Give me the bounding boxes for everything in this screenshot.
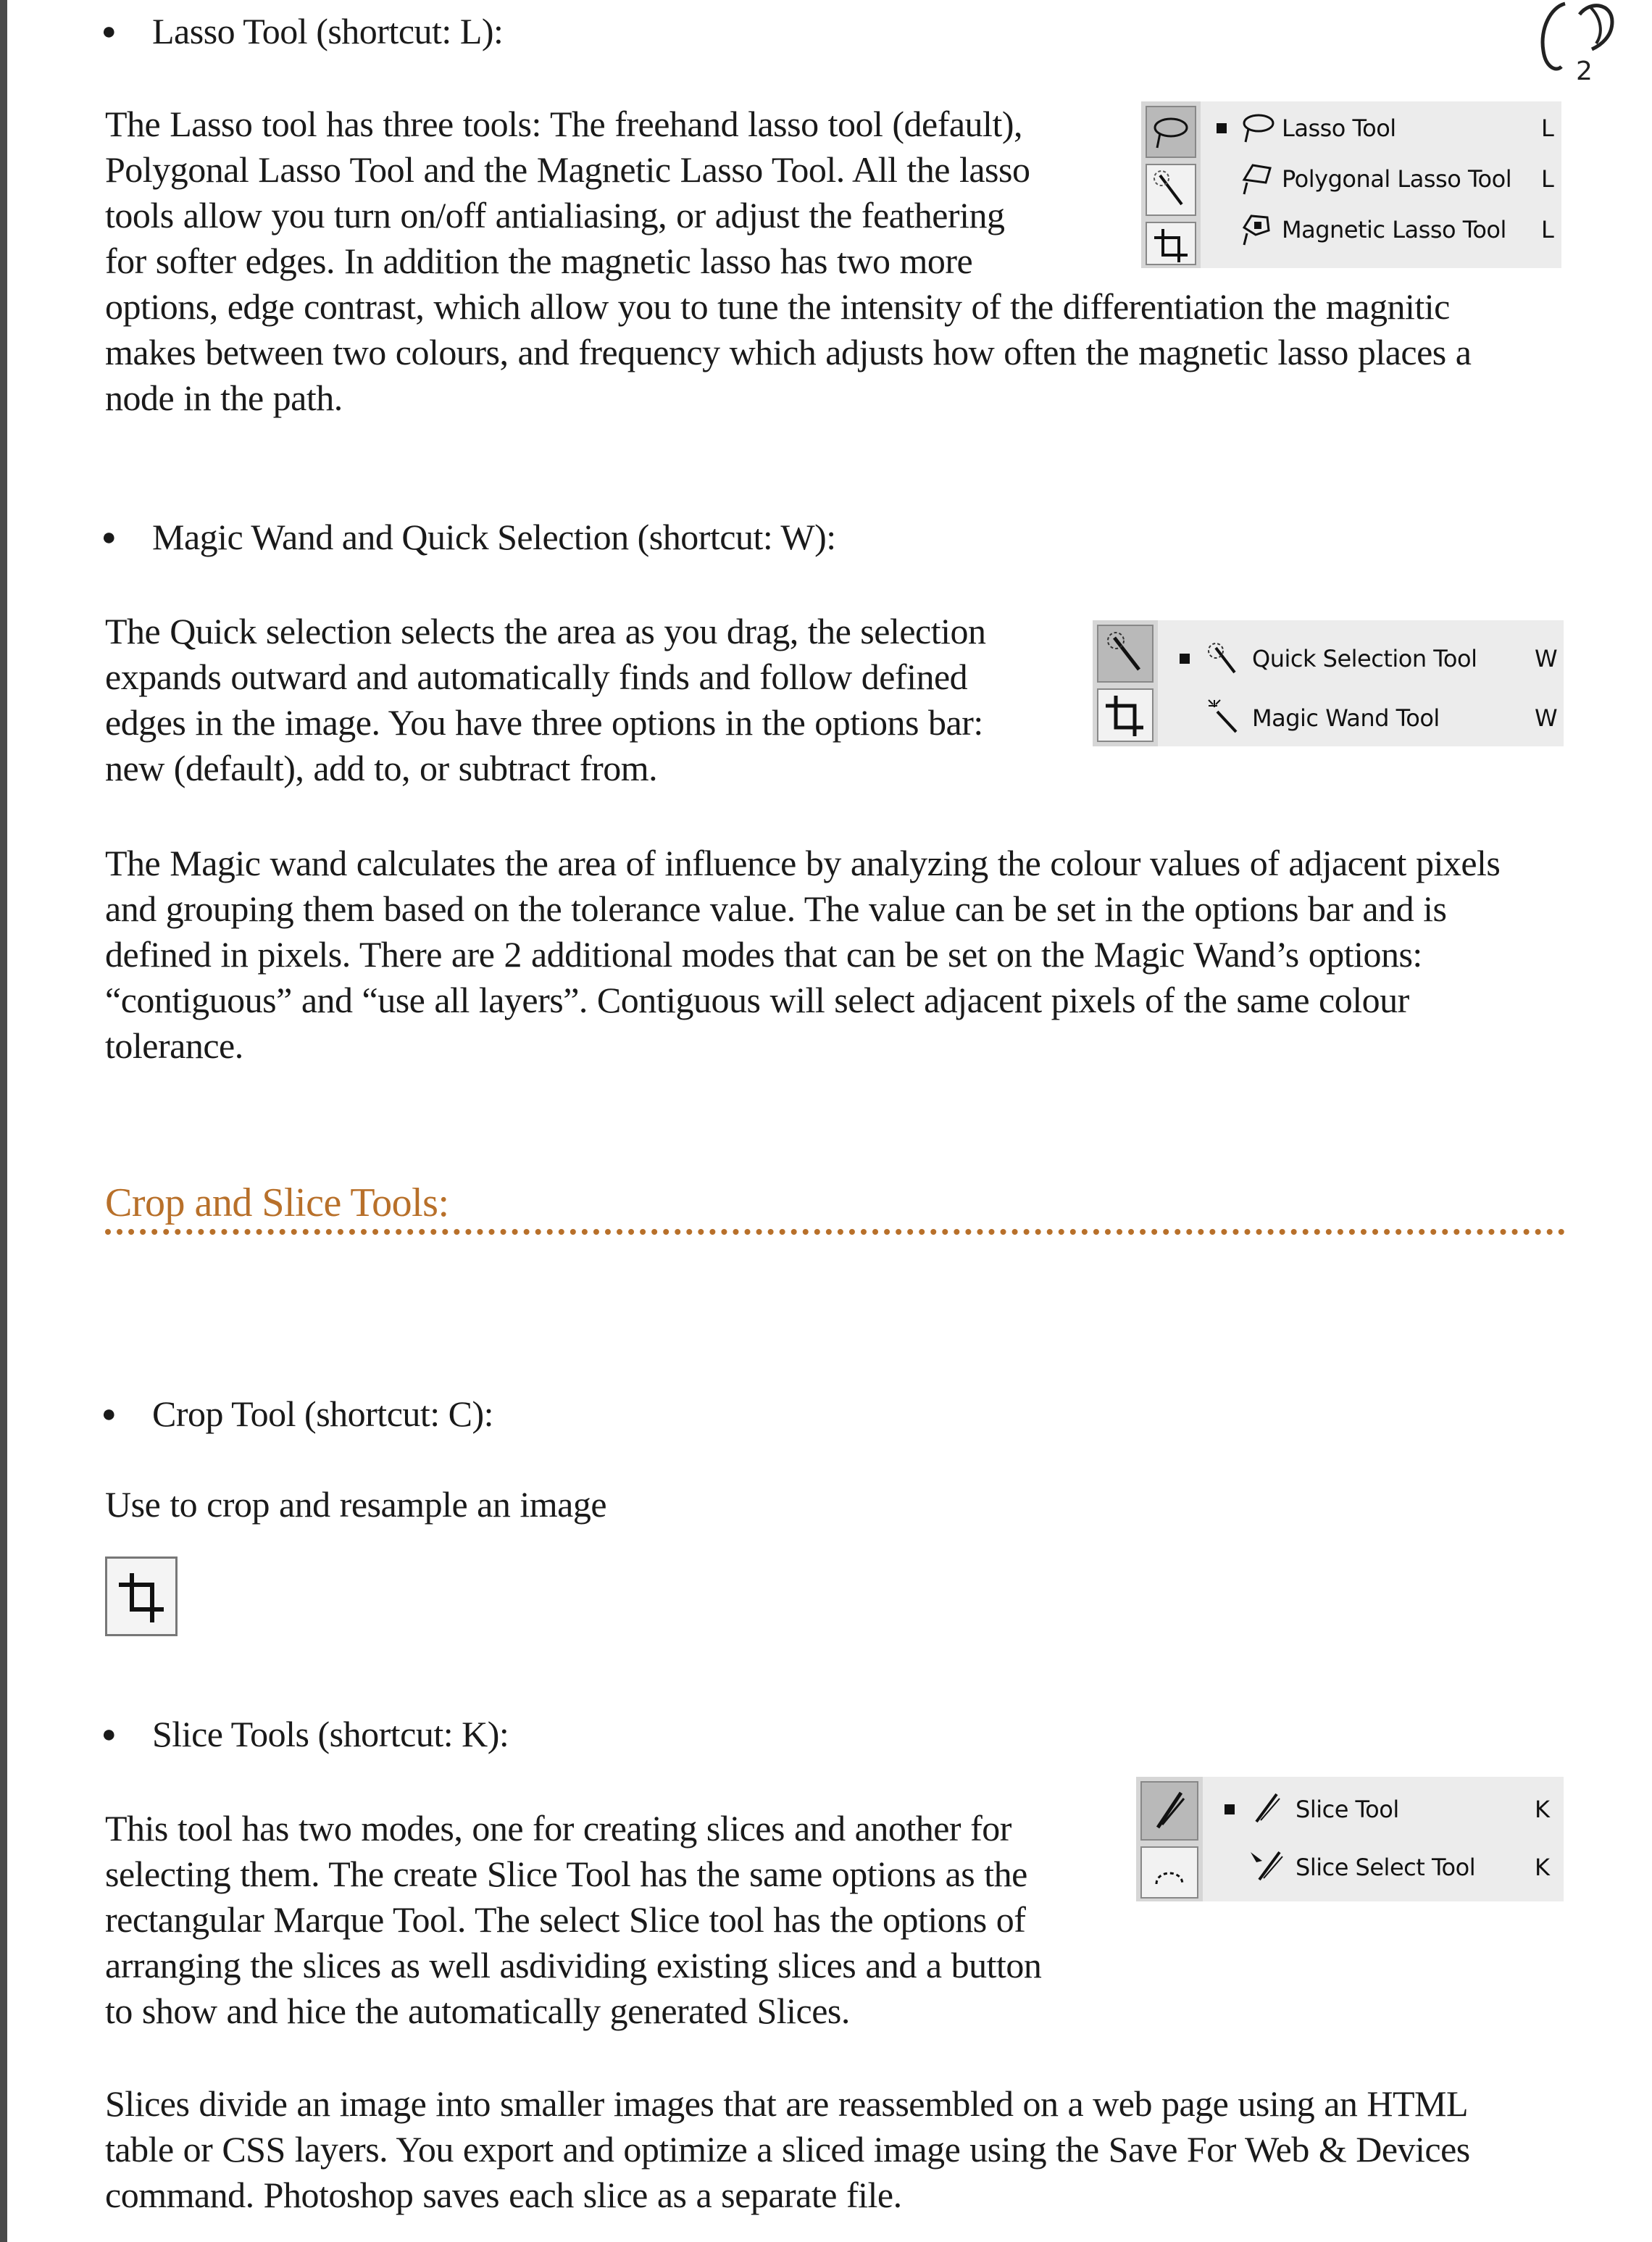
lasso-heading-text: Lasso Tool (shortcut: L): (152, 11, 504, 51)
active-marker (1225, 1804, 1235, 1814)
flyout-item-slice-select[interactable] (1203, 1842, 1564, 1893)
crop-tool-button[interactable] (105, 1557, 178, 1636)
flyout-item-shortcut: L (1541, 114, 1554, 142)
toolbar-column (1136, 1777, 1203, 1901)
crop-toolbar-button[interactable] (1146, 222, 1196, 265)
flyout-item-shortcut: W (1535, 704, 1558, 732)
quick-selection-toolbar-button[interactable] (1146, 164, 1196, 216)
quick-selection-icon (1098, 626, 1152, 681)
wand-heading (101, 514, 836, 560)
flyout-item-shortcut: L (1541, 216, 1554, 243)
page-left-border (0, 0, 7, 2242)
slice-icon (1142, 1783, 1197, 1839)
slice-tool-flyout (1136, 1777, 1564, 1901)
magic-wand-line: tolerance. (105, 1025, 243, 1066)
page-logo (1511, 0, 1627, 87)
lasso-line: for softer edges. In addition the magnetic lasso has two more (105, 241, 973, 281)
active-marker (1217, 123, 1227, 133)
toolbar-column (1093, 620, 1158, 746)
slices-explanation-paragraph (105, 2081, 1470, 2218)
polygonal-lasso-icon (1237, 158, 1277, 199)
crop-heading (101, 1391, 493, 1437)
flyout-item-label: Magnetic Lasso Tool (1282, 216, 1506, 243)
bullet-icon: ● (101, 18, 117, 45)
retouch-toolbar-button[interactable] (1140, 1846, 1198, 1899)
flyout-item-slice[interactable] (1203, 1784, 1564, 1835)
flyout-item-polygonal-lasso[interactable] (1201, 154, 1561, 204)
lasso-line: The Lasso tool has three tools: The freehand lasso tool (default), (105, 104, 1022, 144)
quick-selection-line: The Quick selection selects the area as you drag, the selection (105, 611, 986, 651)
magnetic-lasso-icon (1237, 209, 1277, 249)
flyout-item-label: Slice Select Tool (1296, 1854, 1476, 1881)
magic-wand-paragraph (105, 841, 1500, 1069)
flyout-item-label: Magic Wand Tool (1252, 704, 1440, 732)
flyout-item-shortcut: K (1535, 1796, 1550, 1823)
quick-selection-toolbar-button[interactable] (1097, 625, 1154, 683)
bullet-icon: ● (101, 1721, 117, 1748)
lasso-tool-flyout (1141, 101, 1561, 268)
wand-tool-flyout (1093, 620, 1564, 746)
magic-wand-line: and grouping them based on the tolerance value. The value can be set in the options bar and is (105, 888, 1447, 929)
slice-icon (1248, 1788, 1288, 1829)
quick-selection-icon (1203, 638, 1243, 678)
flyout-item-lasso[interactable] (1201, 103, 1561, 154)
flyout-item-shortcut: L (1541, 165, 1554, 193)
slice-line: selecting them. The create Slice Tool has the same options as the (105, 1854, 1027, 1894)
flyout-item-label: Quick Selection Tool (1252, 645, 1477, 672)
slices-line: table or CSS layers. You export and optimize a sliced image using the Save For Web & Devices (105, 2129, 1470, 2170)
magic-wand-line: defined in pixels. There are 2 additional modes that can be set on the Magic Wand’s options: (105, 934, 1422, 975)
toolbar-column (1141, 101, 1201, 268)
slices-line: Slices divide an image into smaller images that are reassembled on a web page using an HTML (105, 2083, 1469, 2124)
slice-line: to show and hice the automatically generated Slices. (105, 1991, 850, 2031)
flyout-item-label: Slice Tool (1296, 1796, 1399, 1823)
slice-heading (101, 1712, 509, 1757)
flyout-item-shortcut: W (1535, 645, 1558, 672)
slice-select-icon (1248, 1846, 1288, 1887)
slices-line: command. Photoshop saves each slice as a separate file. (105, 2175, 902, 2215)
section-heading: Crop and Slice Tools: (105, 1180, 449, 1225)
crop-line: Use to crop and resample an image (105, 1484, 607, 1525)
flyout-item-shortcut: K (1535, 1854, 1550, 1881)
slice-line: rectangular Marque Tool. The select Slice tool has the options of (105, 1899, 1026, 1940)
flyout-item-quick-selection[interactable] (1158, 633, 1564, 684)
magic-wand-line: The Magic wand calculates the area of influence by analyzing the colour values of adjacent pixels (105, 843, 1501, 883)
quick-selection-line: expands outward and automatically finds and follow defined (105, 657, 968, 697)
flyout-item-magic-wand[interactable] (1158, 693, 1564, 743)
lasso-heading (101, 9, 503, 54)
crop-heading-text: Crop Tool (shortcut: C): (152, 1393, 494, 1434)
lasso-line: node in the path. (105, 378, 343, 418)
active-marker (1180, 654, 1190, 664)
crop-icon (1147, 223, 1195, 265)
slice-paragraph (105, 1806, 1041, 2034)
lasso-line: tools allow you turn on/off antialiasing, or adjust the feathering (105, 195, 1005, 236)
lasso-line: makes between two colours, and frequency which adjusts how often the magnetic lasso places a (105, 332, 1472, 372)
crop-paragraph (105, 1482, 606, 1528)
lasso-line: Polygonal Lasso Tool and the Magnetic Lasso Tool. All the lasso (105, 149, 1030, 190)
crop-icon (107, 1559, 175, 1634)
bullet-icon: ● (101, 1401, 117, 1428)
quick-selection-line: edges in the image. You have three options in the options bar: (105, 702, 983, 743)
bullet-icon: ● (101, 524, 117, 551)
lasso-toolbar-button[interactable] (1146, 106, 1196, 158)
flyout-item-label: Polygonal Lasso Tool (1282, 165, 1512, 193)
slice-line: This tool has two modes, one for creating slices and another for (105, 1808, 1011, 1849)
lasso-line: options, edge contrast, which allow you to tune the intensity of the differentiation the magnitic (105, 286, 1450, 327)
crop-icon (1098, 690, 1152, 741)
quick-selection-line: new (default), add to, or subtract from. (105, 748, 658, 788)
quick-selection-paragraph (105, 609, 986, 791)
slice-line: arranging the slices as well asdividing existing slices and a button (105, 1945, 1042, 1985)
flyout-item-label: Lasso Tool (1282, 114, 1396, 142)
slice-toolbar-button[interactable] (1140, 1781, 1198, 1841)
spot-healing-icon (1142, 1848, 1197, 1897)
quick-selection-icon (1147, 165, 1195, 214)
magic-wand-line: “contiguous” and “use all layers”. Contiguous will select adjacent pixels of the same colour (105, 980, 1409, 1020)
flyout-item-magnetic-lasso[interactable] (1201, 204, 1561, 255)
wand-heading-text: Magic Wand and Quick Selection (shortcut: W): (152, 517, 836, 557)
lasso-icon (1237, 107, 1277, 148)
section-divider (105, 1229, 1565, 1235)
crop-toolbar-button[interactable] (1097, 688, 1154, 742)
lasso-icon (1147, 107, 1195, 157)
page-number: 2 (1576, 57, 1593, 86)
slice-heading-text: Slice Tools (shortcut: K): (152, 1714, 509, 1754)
magic-wand-icon (1203, 697, 1243, 738)
